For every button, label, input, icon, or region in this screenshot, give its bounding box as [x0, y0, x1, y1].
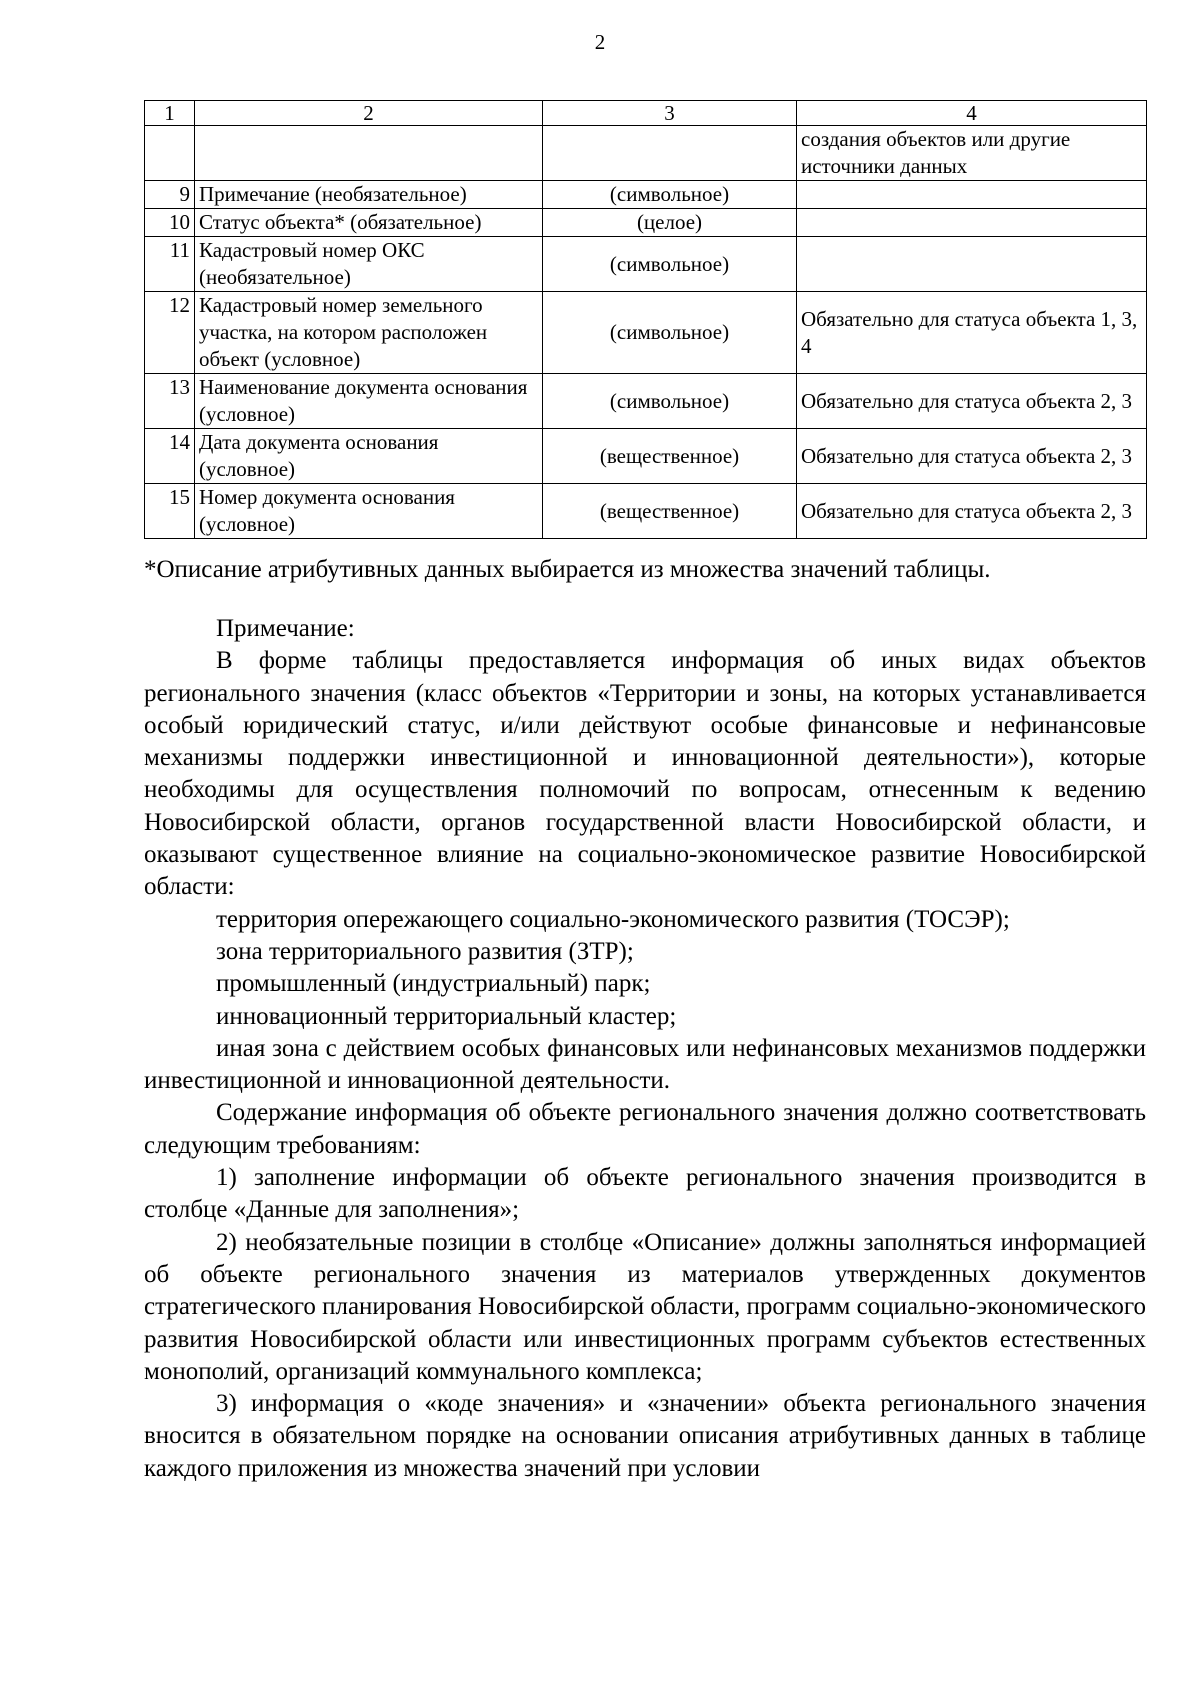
table-row — [145, 237, 1147, 292]
row-description: Обязательно для статуса объекта 2, 3 — [797, 484, 1147, 539]
row-description — [797, 181, 1147, 209]
row-name: Наименование документа основания (условное) — [195, 374, 543, 429]
row-name: Кадастровый номер ОКС (необязательное) — [195, 237, 543, 292]
column-number-3: 3 — [543, 101, 797, 126]
row-type: (символьное) — [543, 237, 797, 292]
row-number: 11 — [145, 237, 195, 292]
table-row — [145, 374, 1147, 429]
row-number: 14 — [145, 429, 195, 484]
row-description — [797, 209, 1147, 237]
row-description: Обязательно для статуса объекта 2, 3 — [797, 429, 1147, 484]
row-name: Номер документа основания (условное) — [195, 484, 543, 539]
table-row — [145, 429, 1147, 484]
row-type: (целое) — [543, 209, 797, 237]
table-footnote: *Описание атрибутивных данных выбирается из множества значений таблицы. — [144, 556, 991, 583]
row-type: (символьное) — [543, 292, 797, 374]
table-row — [145, 292, 1147, 374]
page-number: 2 — [594, 30, 606, 54]
column-number-2: 2 — [195, 101, 543, 126]
row-number: 9 — [145, 181, 195, 209]
row-number — [145, 126, 195, 181]
note-section — [144, 613, 1146, 1485]
table-row — [145, 209, 1147, 237]
column-number-1: 1 — [145, 101, 195, 126]
row-number: 10 — [145, 209, 195, 237]
list-item: промышленный (индустриальный) парк; — [216, 970, 651, 998]
list-item: иная зона с действием особых финансовых или нефинансовых механизмов поддержки инвестиционной и инновационной деятельности. — [144, 1034, 1146, 1095]
row-name: Дата документа основания (условное) — [195, 429, 543, 484]
row-number: 15 — [145, 484, 195, 539]
table-row-continuation — [145, 126, 1147, 181]
column-number-4: 4 — [797, 101, 1147, 126]
row-type: (вещественное) — [543, 484, 797, 539]
row-number: 12 — [145, 292, 195, 374]
list-item: зона территориального развития (ЗТР); — [216, 937, 634, 965]
row-type — [543, 126, 797, 181]
table-row — [145, 181, 1147, 209]
row-name: Кадастровый номер земельного участка, на котором расположен объект (условное) — [195, 292, 543, 374]
table-header-row — [145, 101, 1147, 126]
requirement-item: 1) заполнение информации об объекте регионального значения производится в столбце «Данные для заполнения»; — [144, 1164, 1146, 1224]
list-item: инновационный территориальный кластер; — [216, 1002, 677, 1030]
row-number: 13 — [145, 374, 195, 429]
list-item: территория опережающего социально-экономического развития (ТОСЭР); — [216, 905, 1010, 933]
row-name: Примечание (необязательное) — [195, 181, 543, 209]
attributes-table — [144, 100, 1147, 539]
row-name: Статус объекта* (обязательное) — [195, 209, 543, 237]
note-intro-paragraph: В форме таблицы предоставляется информация об иных видах объектов регионального значения (класс объектов «Территории и зоны, на которых устанавливается особый юридический статус, и/или действуют особые финансовые и нефинансовые механизмы поддержки инвестиционной и инновационной деятельности»), которые необходимы для осуществления полномочий по вопросам, отнесенным к ведению Новосибирской области, органов государственной власти Новосибирской области, и оказывают существенное влияние на социально-экономическое развитие Новосибирской области: — [144, 647, 1146, 901]
row-type: (символьное) — [543, 374, 797, 429]
table-row — [145, 484, 1147, 539]
row-description: Обязательно для статуса объекта 2, 3 — [797, 374, 1147, 429]
row-description — [797, 237, 1147, 292]
row-name — [195, 126, 543, 181]
row-description: Обязательно для статуса объекта 1, 3, 4 — [797, 292, 1147, 374]
requirement-item: 2) необязательные позиции в столбце «Описание» должны заполняться информацией об объекте регионального значения из материалов утвержденных документов стратегического планирования Новосибирской области, программ социально-экономического развития Новосибирской области или инвестиционных программ субъектов естественных монополий, организаций коммунального комплекса; — [144, 1228, 1146, 1385]
row-description: создания объектов или другие источники данных — [797, 126, 1147, 181]
row-type: (вещественное) — [543, 429, 797, 484]
row-type: (символьное) — [543, 181, 797, 209]
note-title: Примечание: — [216, 615, 355, 642]
requirements-intro-paragraph: Содержание информация об объекте регионального значения должно соответствовать следующим требованиям: — [144, 1099, 1146, 1159]
requirement-item: 3) информация о «коде значения» и «значении» объекта регионального значения вносится в обязательном порядке на основании описания атрибутивных данных в таблице каждого приложения из множества значений при условии — [144, 1390, 1146, 1482]
